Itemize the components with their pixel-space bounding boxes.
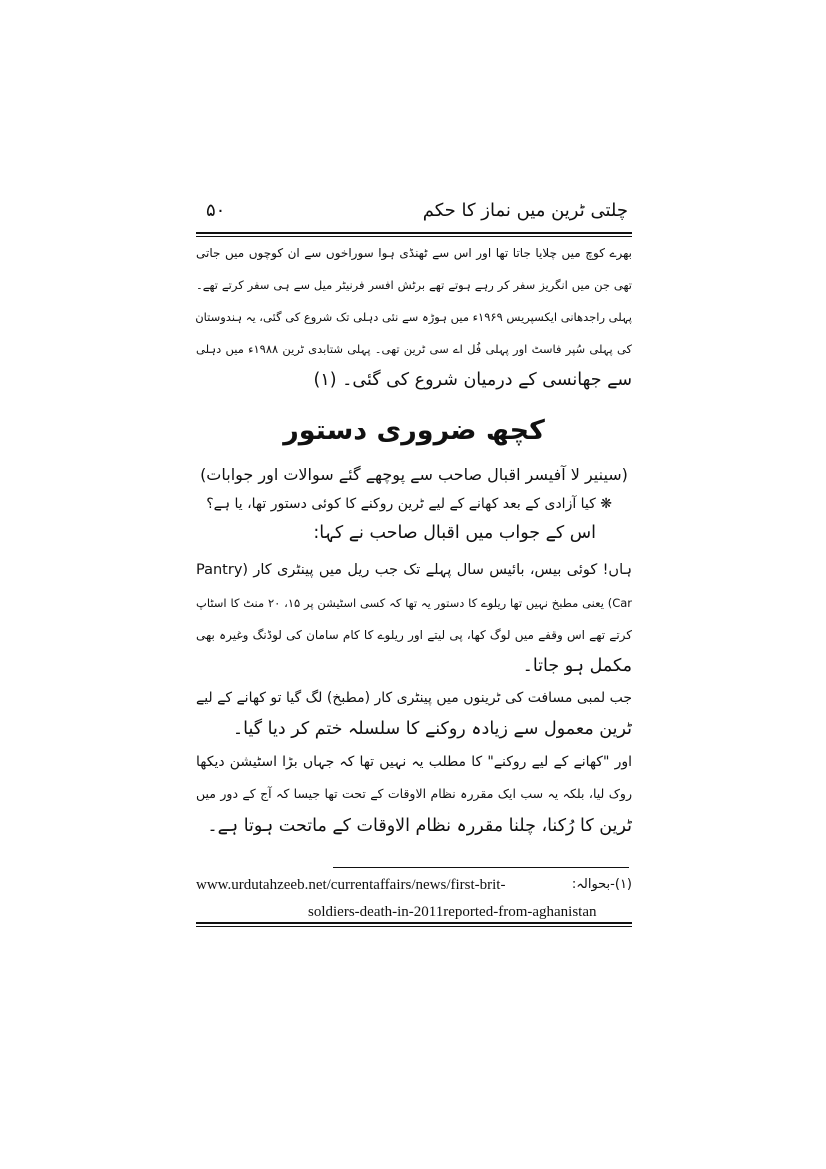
footnote-separator [333, 867, 629, 868]
footnote-second-line [196, 903, 632, 923]
chapter-title: چلتی ٹرین میں نماز کا حکم [422, 200, 628, 221]
body-line: سے جھانسی کے درمیان شروع کی گئی۔ (۱) [313, 370, 632, 390]
body-line: تھی جن میں انگریز سفر کر رہے ہوتے تھے برٹش افسر فرنیٹر میل سے ہی سفر کرتے تھے۔ [196, 278, 632, 292]
qa-subtitle: (سینیر لا آفیسر اقبال صاحب سے پوچھے گئے سوالات اور جوابات) [200, 465, 628, 484]
header-rule [196, 232, 632, 234]
footnote-first-line [196, 876, 632, 896]
body-line: کرتے تھے اس وقفے میں لوگ کھا، پی لیتے اور ریلوے کا کام سامان کی لوڈنگ وغیرہ بھی [196, 628, 632, 642]
body-line: مکمل ہو جاتا۔ [522, 656, 632, 676]
body-line: پہلی راجدھانی ایکسپریس ۱۹۶۹ء میں ہوڑہ سے نئی دہلی تک شروع کی گئی، یہ ہندوستان [195, 310, 632, 324]
body-line: بھرے کوچ میں چلایا جاتا تھا اور اس سے ٹھنڈی ہوا سوراخوں سے ان کوچوں میں جاتی [196, 246, 632, 260]
body-line: اور "کھانے کے لیے روکنے" کا مطلب یہ نہیں تھا کہ جہاں بڑا اسٹیشن دیکھا [196, 754, 632, 770]
page-number: ۵۰ [206, 200, 226, 221]
footer-rule [196, 922, 632, 924]
body-line: ٹرین کا رُکنا، چلنا مقررہ نظام الاوقات کے ماتحت ہوتا ہے۔ [207, 816, 632, 836]
body-line: جب لمبی مسافت کی ٹرینوں میں پینٹری کار (مطبخ) لگ گیا تو کھانے کے لیے [196, 690, 632, 706]
body-line: روک لیا، بلکہ یہ سب ایک مقررہ نظام الاوقات کے تحت تھا جیسا کہ آج کے دور میں [196, 786, 632, 801]
body-line: Car) یعنی مطبخ نہیں تھا ریلوے کا دستور یہ تھا کہ کسی اسٹیشن پر ۱۵، ۲۰ منٹ کا اسٹاپ [196, 596, 633, 610]
footnote-url-line2: soldiers-death-in-2011reported-from-aghanistan [308, 904, 597, 920]
question-line: ❋ کیا آزادی کے بعد کھانے کے لیے ٹرین روکنے کا کوئی دستور تھا، یا ہے؟ [206, 496, 612, 512]
footnote-label: (۱)-بحوالہ: [571, 877, 632, 892]
body-line: ہاں! کوئی بیس، بائیس سال پہلے تک جب ریل میں پینٹری کار (Pantry [196, 562, 632, 578]
body-line: کی پہلی سُپر فاسٹ اور پہلی فُل اے سی ٹرین تھی۔ پہلی شتابدی ٹرین ۱۹۸۸ء میں دہلی [196, 342, 632, 356]
body-line: اس کے جواب میں اقبال صاحب نے کہا: [313, 523, 596, 543]
running-header [196, 194, 632, 228]
section-heading: کچھ ضروری دستور [283, 415, 545, 446]
body-line: ٹرین معمول سے زیادہ روکنے کا سلسلہ ختم کر دیا گیا۔ [232, 719, 632, 739]
footnote-url-line1: www.urdutahzeeb.net/currentaffairs/news/first-brit- [196, 877, 506, 893]
